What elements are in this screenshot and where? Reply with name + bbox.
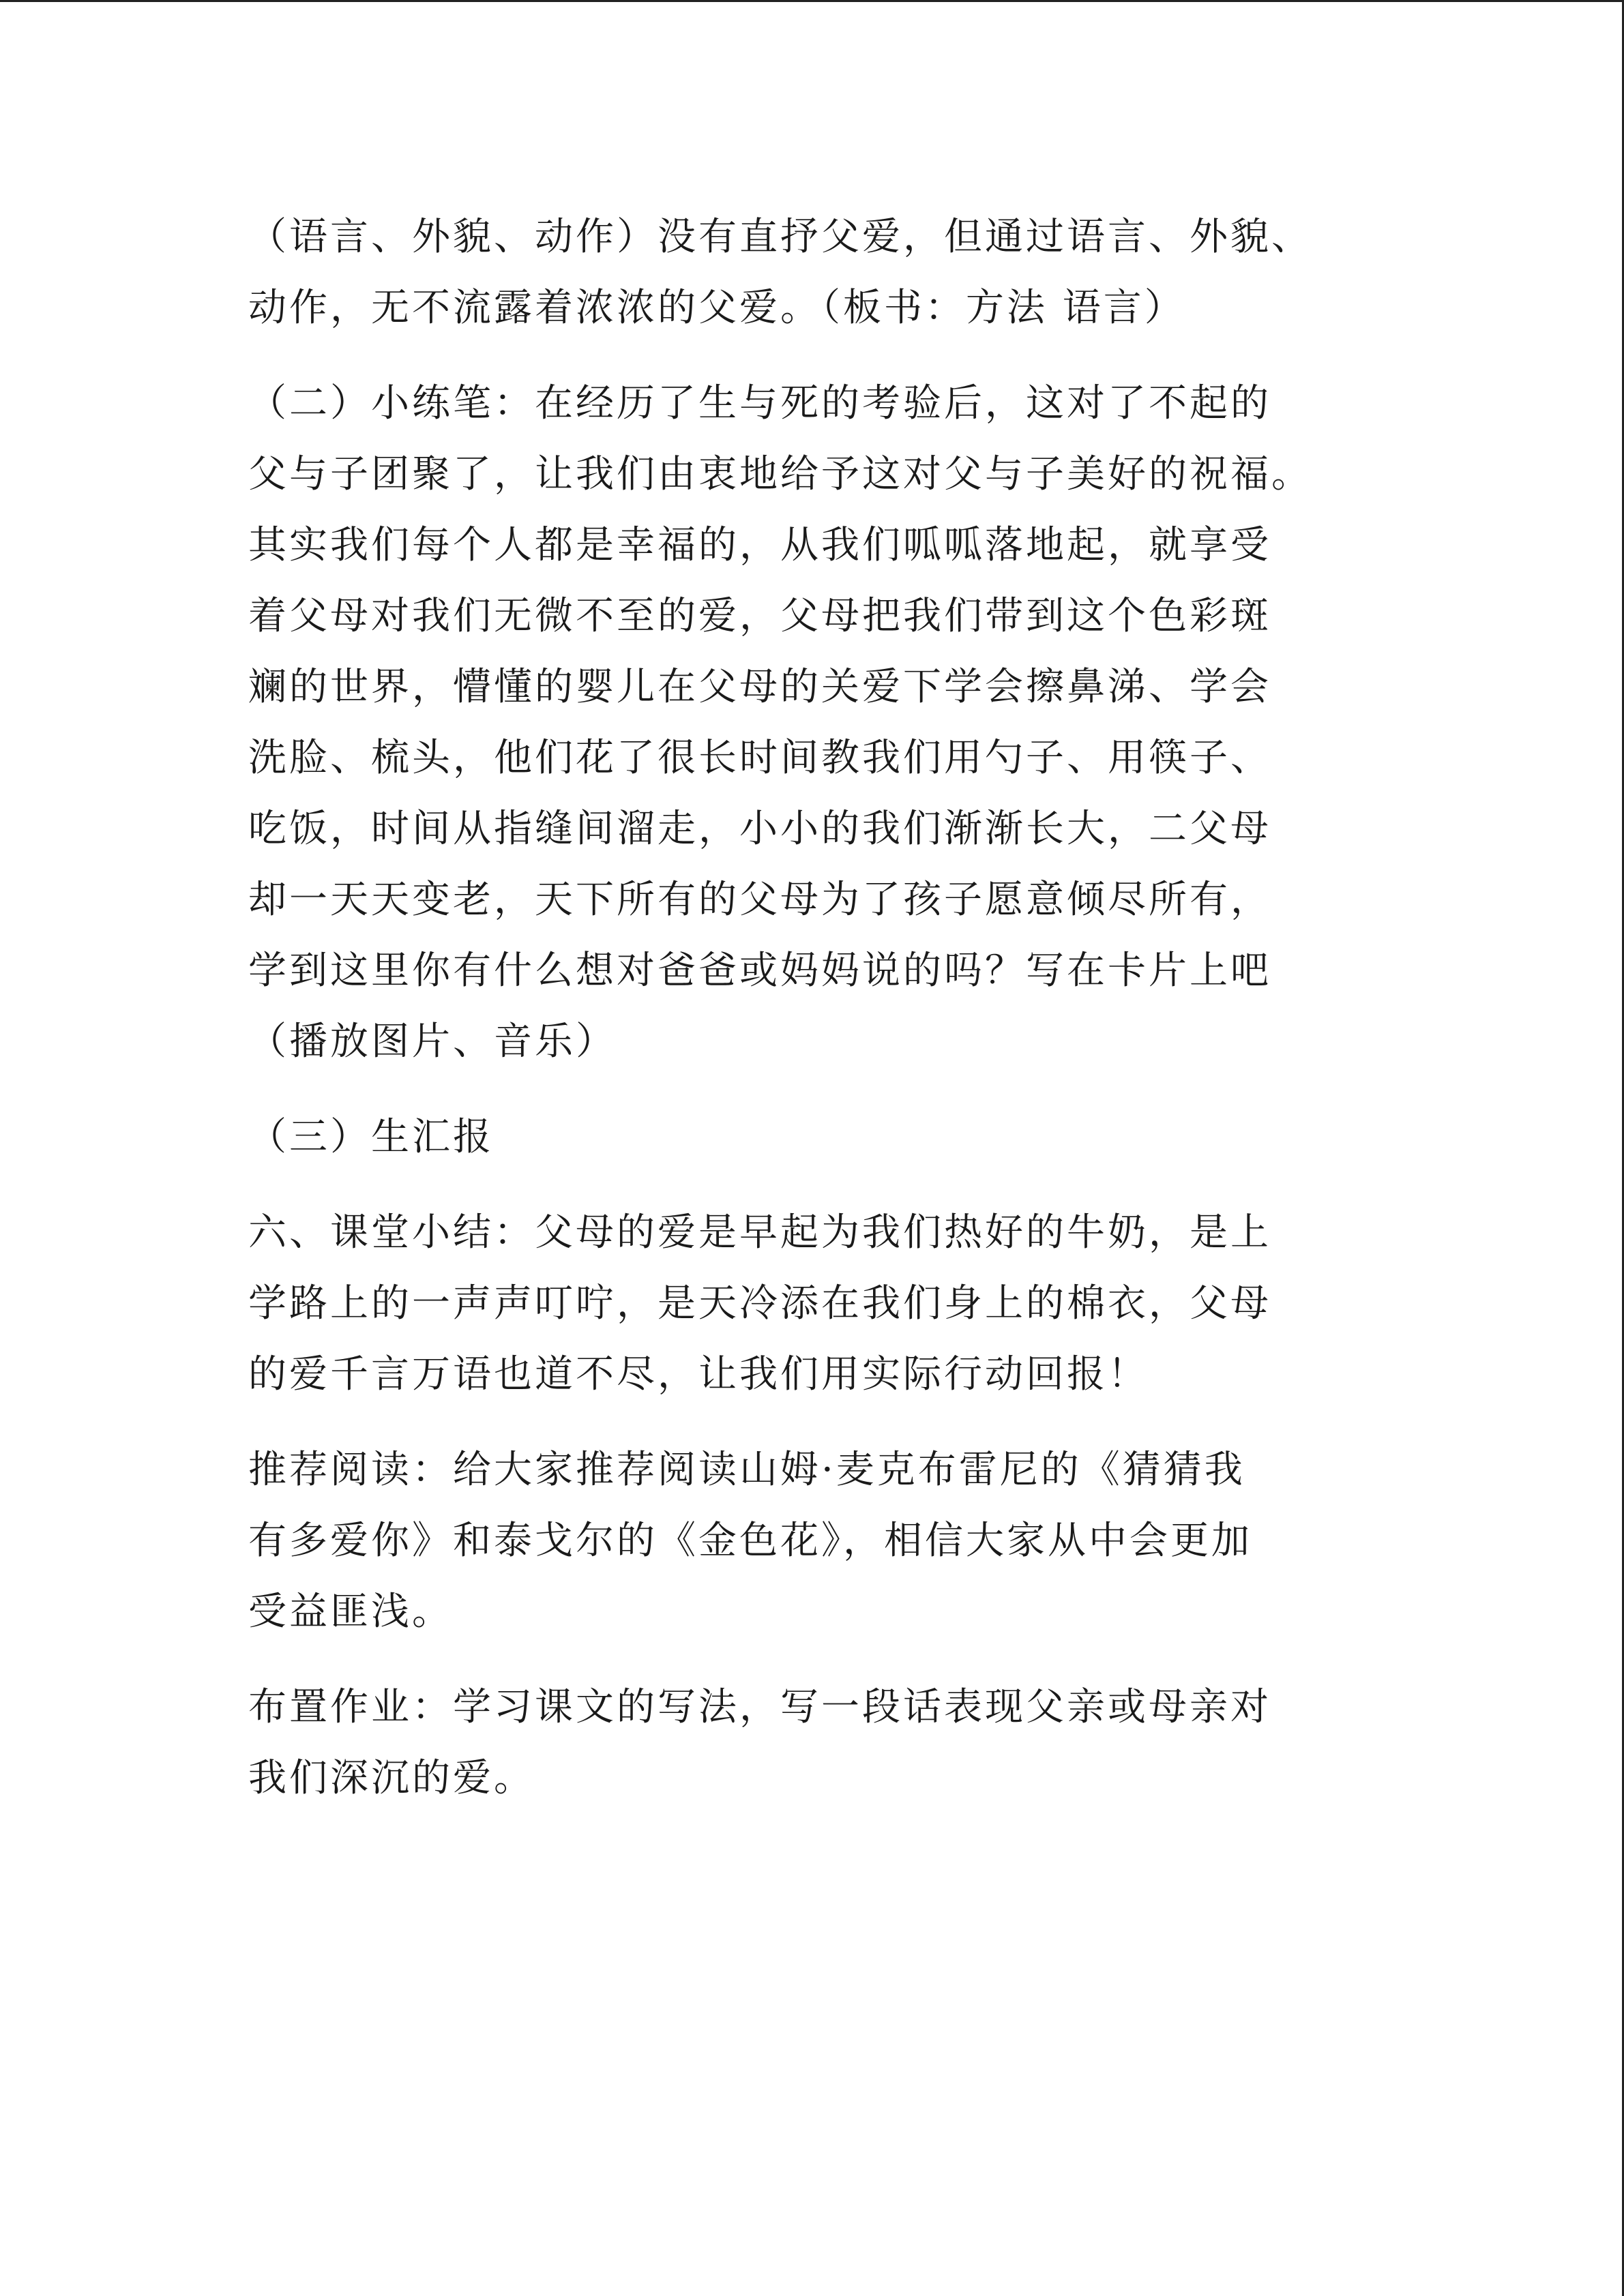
text-line: 洗脸、梳头，他们花了很长时间教我们用勺子、用筷子、 — [248, 736, 1271, 780]
text-line: 受益匪浅。 — [248, 1590, 453, 1634]
text-line: 推荐阅读：给大家推荐阅读山姆·麦克布雷尼的《猜猜我 — [248, 1448, 1245, 1492]
paragraph-writing-practice — [248, 368, 1367, 1077]
text-line: 吃饭，时间从指缝间溜走，小小的我们渐渐长大，二父母 — [248, 807, 1271, 851]
page-edge-top — [0, 0, 1624, 2]
text-line: 的爱千言万语也道不尽，让我们用实际行动回报！ — [248, 1352, 1149, 1397]
paragraph-class-summary — [248, 1197, 1367, 1410]
text-line: 父与子团聚了，让我们由衷地给予这对父与子美好的祝福。 — [248, 452, 1312, 496]
paragraph-method-summary — [248, 202, 1367, 344]
text-line: 布置作业：学习课文的写法，写一段话表现父亲或母亲对 — [248, 1685, 1271, 1729]
text-line: （三）生汇报 — [248, 1115, 494, 1159]
text-line: 学到这里你有什么想对爸爸或妈妈说的吗？写在卡片上吧 — [248, 949, 1271, 993]
paragraph-homework — [248, 1672, 1367, 1814]
text-line: （播放图片、音乐） — [248, 1019, 617, 1064]
text-line: （二）小练笔：在经历了生与死的考验后，这对了不起的 — [248, 381, 1271, 426]
text-line: （语言、外貌、动作）没有直抒父爱，但通过语言、外貌、 — [248, 215, 1312, 259]
paragraph-student-report — [248, 1102, 1367, 1173]
text-line: 六、课堂小结：父母的爱是早起为我们热好的牛奶，是上 — [248, 1210, 1271, 1255]
text-line: 有多爱你》和泰戈尔的《金色花》，相信大家从中会更加 — [248, 1519, 1252, 1563]
text-line: 斓的世界，懵懂的婴儿在父母的关爱下学会擦鼻涕、学会 — [248, 665, 1271, 709]
text-line: 我们深沉的爱。 — [248, 1756, 535, 1800]
text-line: 动作，无不流露着浓浓的父爱。（板书：方法 语言） — [248, 286, 1185, 330]
text-line: 却一天天变老，天下所有的父母为了孩子愿意倾尽所有， — [248, 878, 1271, 922]
paragraph-recommended-reading — [248, 1435, 1367, 1648]
text-line: 学路上的一声声叮咛，是天冷添在我们身上的棉衣，父母 — [248, 1281, 1271, 1326]
document-body — [248, 202, 1367, 1814]
text-line: 其实我们每个人都是幸福的，从我们呱呱落地起，就享受 — [248, 523, 1271, 567]
text-line: 着父母对我们无微不至的爱，父母把我们带到这个色彩斑 — [248, 594, 1271, 638]
